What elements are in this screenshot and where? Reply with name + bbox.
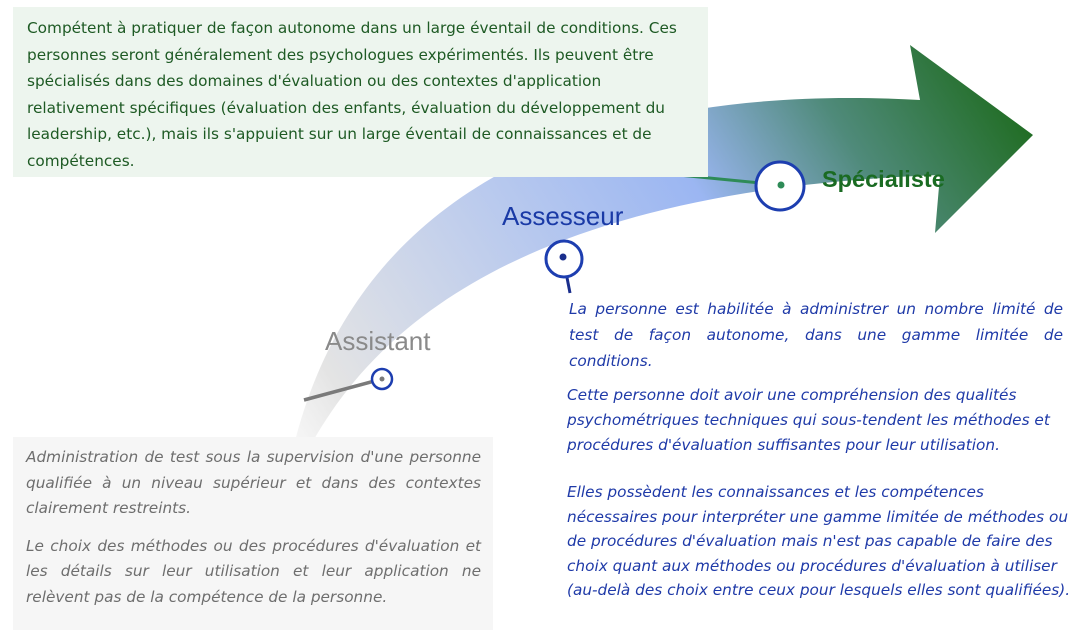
assesseur-description-text: Cette personne doit avoir une compréhension des qualités psychométriques techniques qui sous-tendent les méthodes et procédures d'évaluation suffisantes pour leur utilisation. bbox=[567, 386, 1050, 454]
assesseur-description-paragraph bbox=[567, 480, 1073, 603]
assesseur-marker-dot bbox=[560, 254, 567, 261]
specialiste-marker-dot bbox=[778, 182, 785, 189]
stage-label-assesseur: Assesseur bbox=[502, 201, 624, 231]
assesseur-description-text: Elles possèdent les connaissances et les compétences nécessaires pour interpréter une gamme limitée de méthodes ou de procédures d'évaluation mais n'est pas capable de faire des choix quant aux méthodes ou procédures d'évaluation à utiliser (au-delà des choix entre ceux pour lesquels elles sont qualifiées). bbox=[567, 483, 1071, 599]
specialiste-description bbox=[13, 7, 708, 177]
stage-label-specialiste: Spécialiste bbox=[822, 166, 945, 192]
assistant-description-paragraph: Le choix des méthodes ou des procédures d'évaluation et les détails sur leur utilisation et leur application ne relèvent pas de la compétence de la personne. bbox=[26, 536, 481, 606]
specialiste-description-text: Compétent à pratiquer de façon autonome dans un large éventail de conditions. Ces personnes seront généralement des psychologues expérimentés. Ils peuvent être spécialisés dans des domaines d'évaluation ou des contextes d'application relativement spécifiques (évaluation des enfants, évaluation du développement du leadership, etc.), mais ils s'appuient sur un large éventail de connaissances et de compétences. bbox=[27, 19, 677, 170]
assistant-marker-dot bbox=[380, 377, 385, 382]
assesseur-description-text: La personne est habilitée à administrer un nombre limité de test de façon autonome, dans une gamme limitée de conditions. bbox=[569, 300, 1063, 370]
assistant-description-paragraph: Administration de test sous la supervision d'une personne qualifiée à un niveau supérieur et dans des contextes clairement restreints. bbox=[26, 448, 481, 517]
assesseur-description-paragraph bbox=[567, 383, 1073, 458]
assesseur-description-paragraph bbox=[569, 296, 1063, 374]
stage-label-assistant: Assistant bbox=[325, 326, 431, 356]
assistant-description bbox=[13, 437, 493, 630]
